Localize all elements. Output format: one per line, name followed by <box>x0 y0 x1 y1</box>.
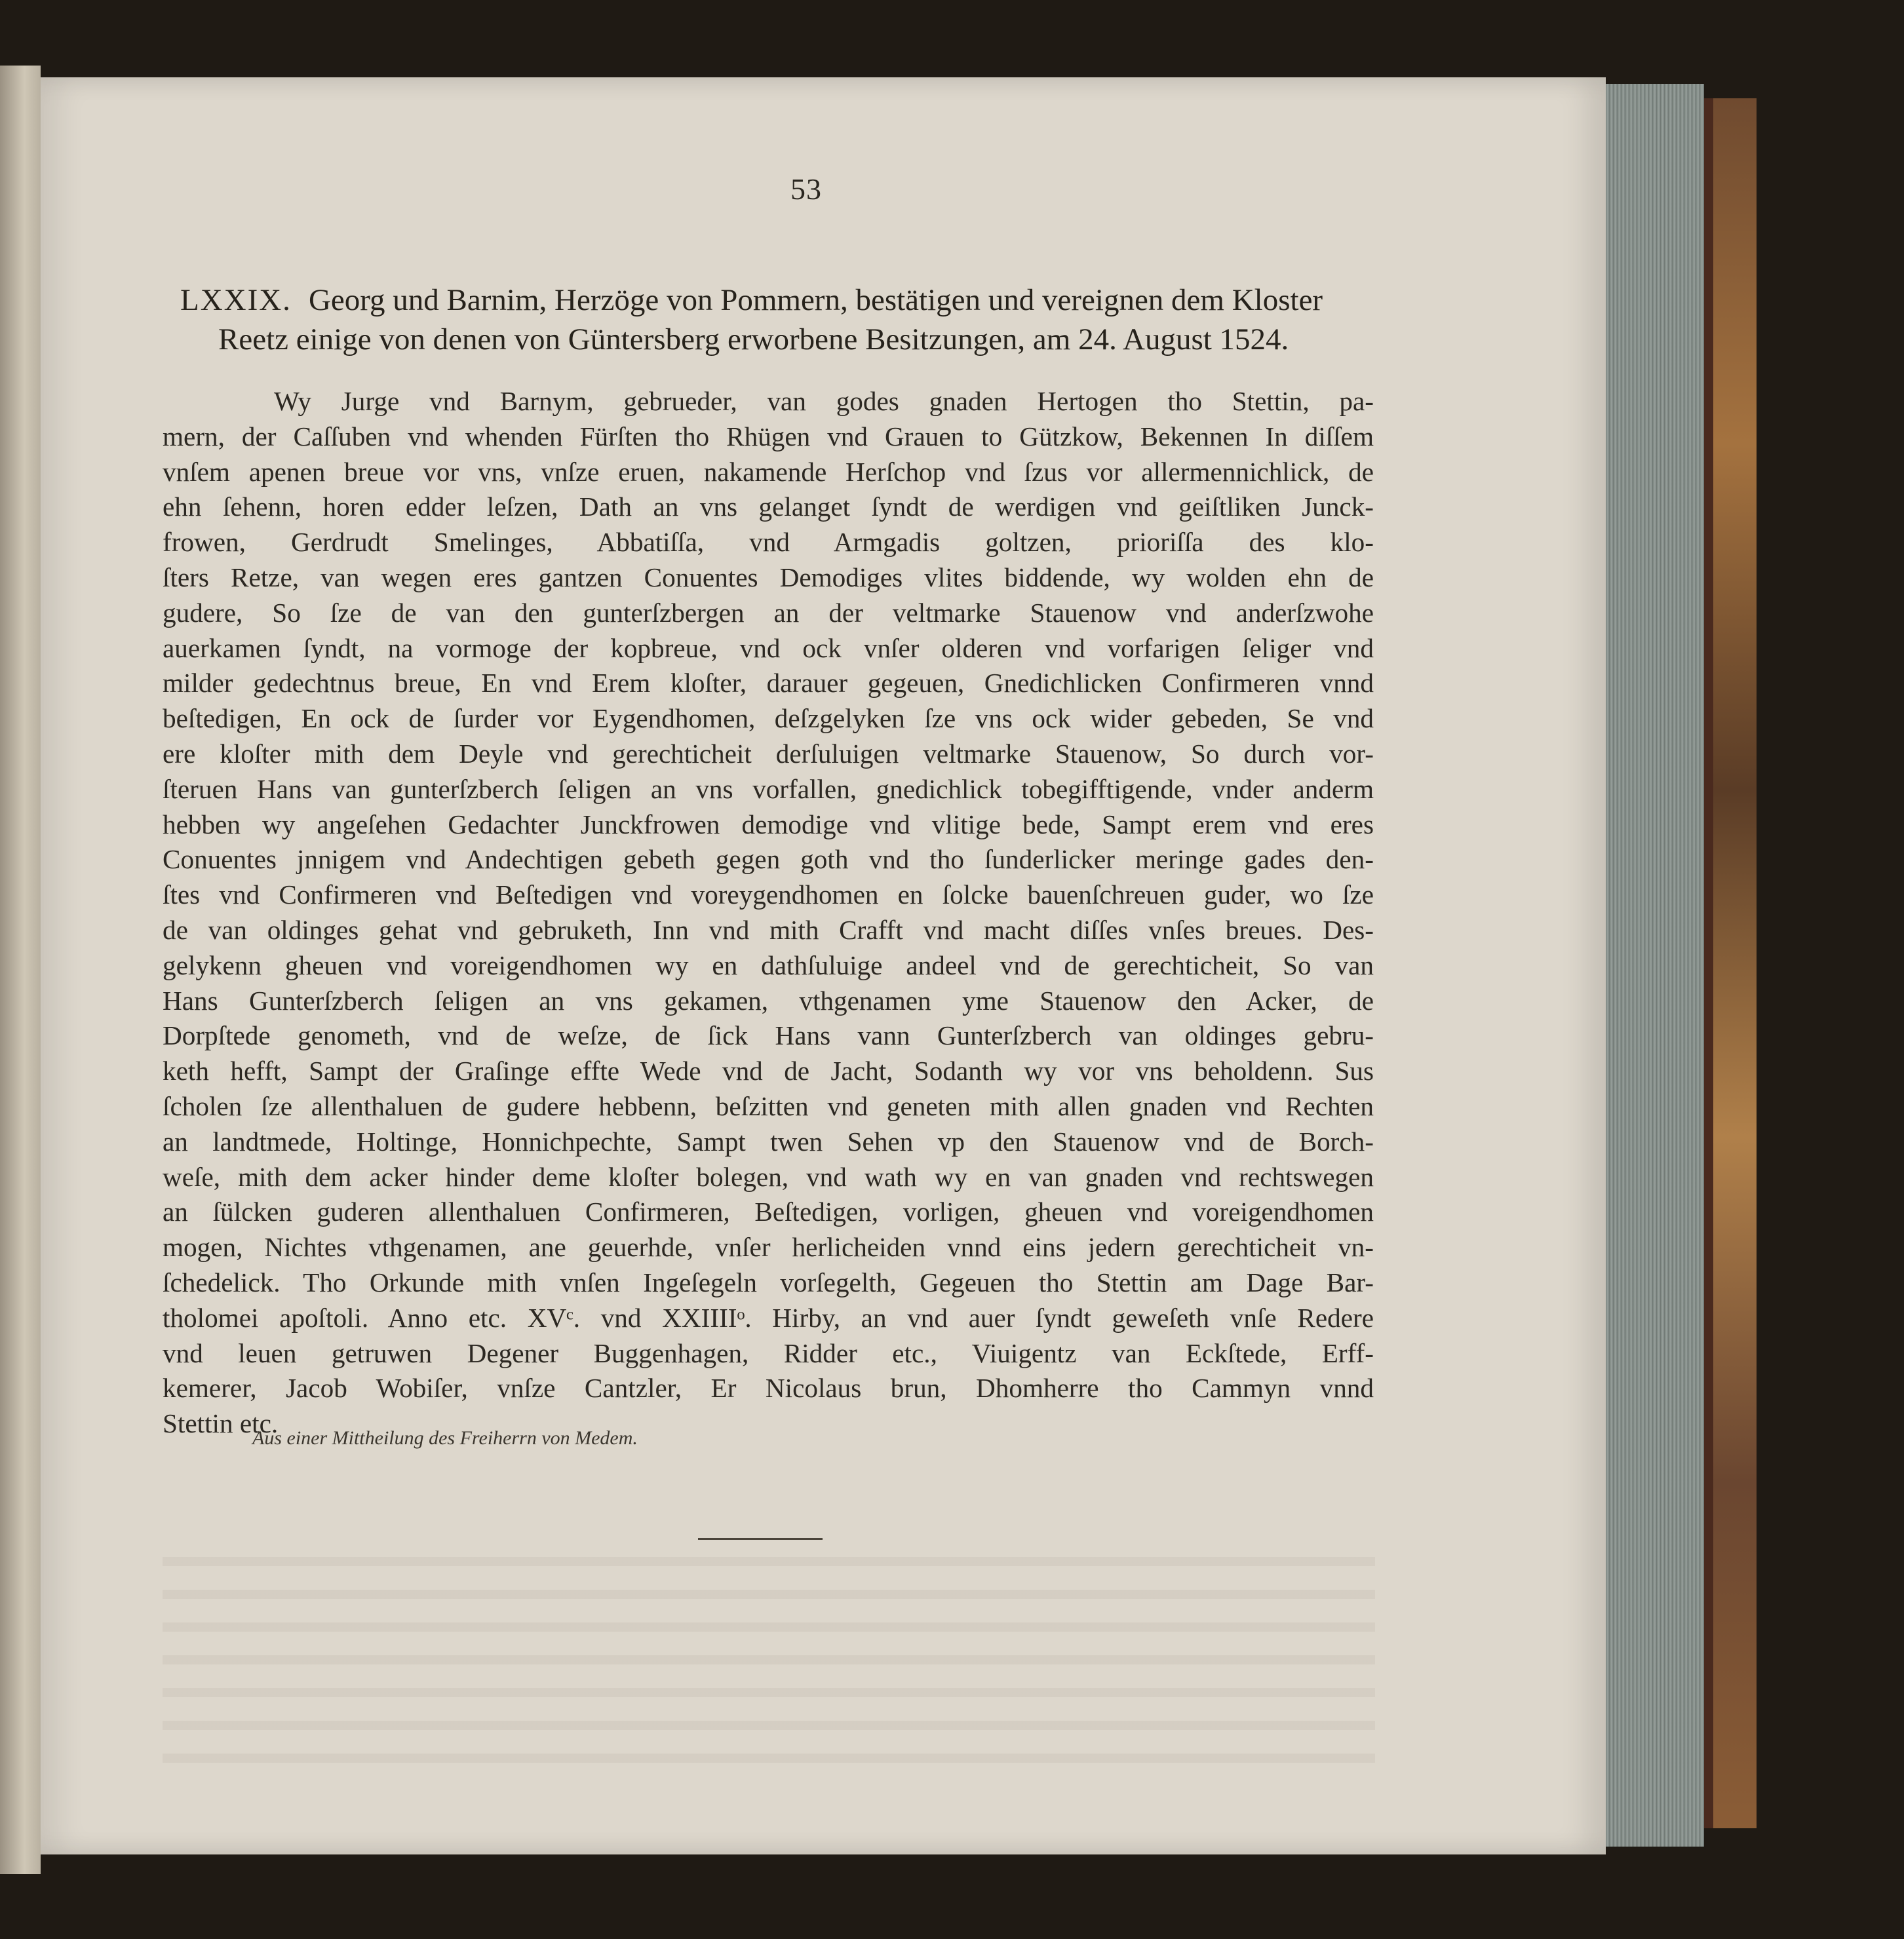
body-line: an landtmede, Holtinge, Honnichpechte, Sampt twen Sehen vp den Stauenow vnd de Borch- <box>163 1126 1374 1157</box>
body-line: ehn ſehenn, horen edder leſzen, Dath an vns gelanget ſyndt de werdigen vnd geiſtliken Junck- <box>163 491 1374 522</box>
body-line: weſe, mith dem acker hinder deme kloſter bolegen, vnd wath wy en van gnaden vnd rechtswegen <box>163 1161 1374 1192</box>
body-line: de van oldinges gehat vnd gebruketh, Inn vnd mith Crafft vnd macht diſſes vnſes breues. Des- <box>163 914 1374 945</box>
body-line: beſtedigen, En ock de ſurder vor Eygendhomen, deſzgelyken ſze vns ock wider gebeden, Se vnd <box>163 703 1374 734</box>
body-line: tholomei apoſtoli. Anno etc. XVᶜ. vnd XXIIIIᵒ. Hirby, an vnd auer ſyndt geweſeth vnſe Redere <box>163 1302 1374 1333</box>
body-line: gelykenn gheuen vnd voreigendhomen wy en dathſuluige andeel vnd de gerechticheit, So van <box>163 950 1374 980</box>
heading-line-2: Reetz einige von denen von Güntersberg erworbene Besitzungen, am 24. August 1524. <box>218 322 1289 356</box>
body-line: mogen, Nichtes vthgenamen, ane geuerhde, vnſer herlicheiden vnnd eins jedern gerechticheit vn- <box>163 1232 1374 1263</box>
body-line: vnd leuen getruwen Degener Buggenhagen, Ridder etc., Viuigentz van Eckſtede, Erff- <box>163 1337 1374 1368</box>
body-line: hebben wy angeſehen Gedachter Junckfrowen demodige vnd vlitige bede, Sampt erem vnd eres <box>163 809 1374 839</box>
body-line: frowen, Gerdrudt Smelinges, Abbatiſſa, vnd Armgadis goltzen, prioriſſa des klo- <box>163 527 1374 558</box>
left-page-edge <box>0 66 41 1874</box>
body-line: ſters Retze, van wegen eres gantzen Conuentes Demodiges vlites biddende, wy wolden ehn de <box>163 562 1374 592</box>
heading-line-1: Georg und Barnim, Herzöge von Pommern, bestätigen und vereignen dem Kloster <box>308 283 1323 317</box>
body-line: ſtes vnd Confirmeren vnd Beſtedigen vnd voreygendhomen en ſolcke bauenſchreuen guder, wo ſze <box>163 879 1374 910</box>
cover-spine-edge <box>1704 98 1713 1828</box>
body-line: milder gedechtnus breue, En vnd Erem kloſter, darauer gegeuen, Gnedichlicken Confirmeren vnnd <box>163 668 1374 699</box>
body-line: an ſülcken guderen allenthaluen Confirmeren, Beſtedigen, vorligen, gheuen vnd voreigendhomen <box>163 1197 1374 1227</box>
body-line: ſchedelick. Tho Orkunde mith vnſen Ingeſegeln vorſegelth, Gegeuen tho Stettin am Dage Bar- <box>163 1267 1374 1297</box>
body-line: auerkamen ſyndt, na vormoge der kopbreue, vnd ock vnſer olderen vnd vorfarigen ſeliger vnd <box>163 632 1374 663</box>
document-heading <box>180 280 1386 359</box>
body-line: mern, der Caſſuben vnd whenden Fürſten tho Rhügen vnd Grauen to Gützkow, Bekennen In diſſem <box>163 421 1374 451</box>
body-line: keth hefft, Sampt der Graſinge effte Wede vnd de Jacht, Sodanth wy vor vns beholdenn. Sus <box>163 1056 1374 1086</box>
page-block-edge <box>1602 84 1704 1847</box>
body-line: ere kloſter mith dem Deyle vnd gerechticheit derſuluigen veltmarke Stauenow, So durch vor- <box>163 738 1374 769</box>
body-line: ſteruen Hans van gunterſzberch ſeligen an vns vorfallen, gnedichlick tobegifftigende, vnder anderm <box>163 773 1374 804</box>
body-line: Stettin etc. <box>163 1408 279 1439</box>
page-number: 53 <box>790 172 822 206</box>
document-numeral: LXXIX. <box>180 283 292 317</box>
body-line: Wy Jurge vnd Barnym, gebrueder, van godes gnaden Hertogen tho Stettin, pa- <box>274 386 1374 416</box>
body-line: Hans Gunterſzberch ſeligen an vns gekamen, vthgenamen yme Stauenow den Acker, de <box>163 985 1374 1016</box>
bleed-through <box>163 1533 1375 1782</box>
body-line: kemerer, Jacob Wobiſer, vnſze Cantzler, Er Nicolaus brun, Dhomherre tho Cammyn vnnd <box>163 1373 1374 1404</box>
document-body <box>163 384 1374 1442</box>
body-line: vnſem apenen breue vor vns, vnſze eruen, nakamende Herſchop vnd ſzus vor allermennichlick, de <box>163 456 1374 487</box>
body-line: Dorpſtede genometh, vnd de weſze, de ſick Hans vann Gunterſzberch van oldinges gebru- <box>163 1020 1374 1051</box>
body-line: ſcholen ſze allenthaluen de gudere hebbenn, beſzitten vnd geneten mith allen gnaden vnd Rechten <box>163 1090 1374 1121</box>
source-note: Aus einer Mittheilung des Freiherrn von Medem. <box>252 1427 638 1449</box>
body-line: gudere, So ſze de van den gunterſzbergen an der veltmarke Stauenow vnd anderſzwohe <box>163 597 1374 628</box>
body-line: Conuentes jnnigem vnd Andechtigen gebeth gegen goth vnd tho ſunderlicker meringe gades den- <box>163 844 1374 875</box>
